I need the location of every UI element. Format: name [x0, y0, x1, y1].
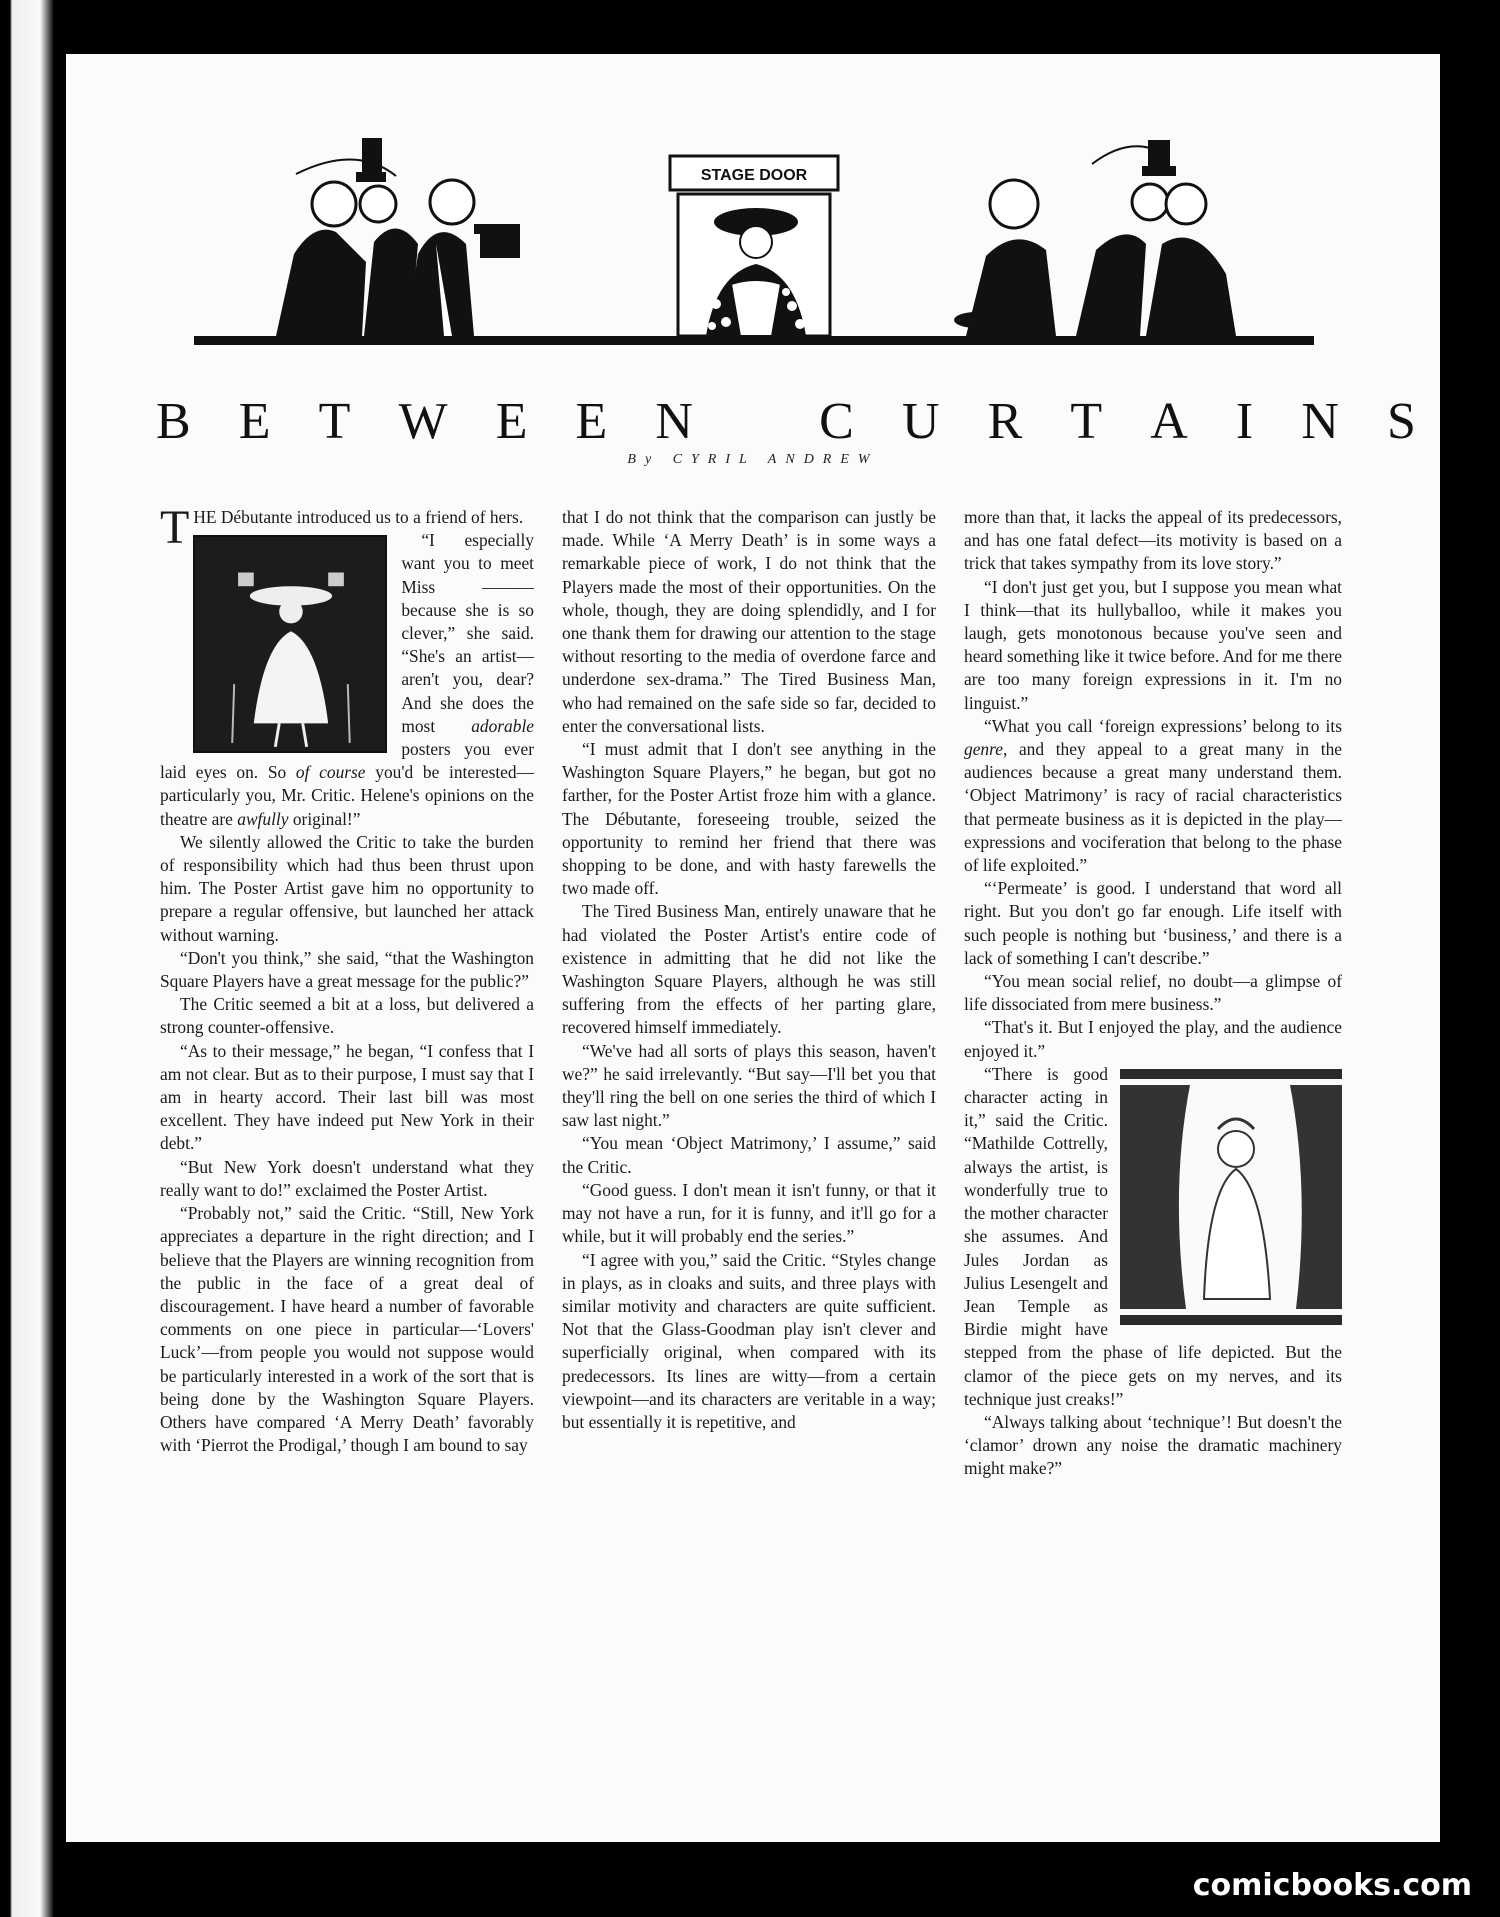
emphasis: awfully: [237, 808, 289, 829]
paragraph: “That's it. But I enjoyed the play, and the audience enjoyed it.”: [964, 1017, 1342, 1061]
stage-curtain-illustration: [1120, 1069, 1342, 1325]
scan-page-edge: [0, 0, 56, 1917]
paragraph: [964, 715, 1342, 877]
magazine-page: [66, 54, 1440, 1842]
paragraph: “As to their message,” he began, “I confess that I am not clear. But as to their purpose, I must say that I am in hearty accord. Their last bill was most excellent. They have indeed put New York in their debt.”: [160, 1040, 534, 1154]
paragraph: The Tired Business Man, entirely unaware that he had violated the Poster Artist's entire code of existence in admitting that he did not like the Washington Square Players, although he was still suffering from the effects of her parting glare, recovered himself immediately.: [562, 901, 936, 1038]
paragraph: “Probably not,” said the Critic. “Still, New York appreciates a departure in the right direction; and I believe that the Players are winning recognition from the public in the face of a great deal of discouragement. I have heard a number of favorable comments on one piece in particular—‘Lovers' Luck’—from people you would not suppose would be particularly interested in a work of the sort that is being done by the Washington Square Players. Others have compared ‘A Merry Death’ favorably with ‘Pierrot the Prodigal,’ though I am bound to say: [160, 1203, 534, 1456]
paragraph: “Good guess. I don't mean it isn't funny, or that it may not have a run, for it is funny, and it'll go for a while, but it will probably end the series.”: [562, 1179, 936, 1247]
paragraph: [964, 1063, 1342, 1411]
paragraph-text: “There is good character acting in it,” said the Critic. “Mathilde Cottrelly, always the artist, is wonderfully true to the mother character she assumes. And Jules Jordan as Julius Lesengelt and Jean Temple as Birdie might have stepped from the phase of life depicted. But the clamor of the piece gets on my nerves, and its technique just creaks!”: [964, 1063, 1342, 1409]
paragraph: [160, 529, 534, 831]
paragraph: “Always talking about ‘technique’! But doesn't the ‘clamor’ drown any noise the dramatic machinery might make?”: [964, 1411, 1342, 1479]
emphasis: adorable: [471, 715, 534, 736]
emphasis: of course: [295, 762, 366, 783]
title-letter: E: [238, 392, 271, 450]
paragraph-text: original!”: [292, 808, 361, 829]
title-letter: T: [1070, 392, 1103, 450]
title-letter: N: [655, 392, 693, 450]
paragraph-text: “What you call ‘foreign expressions’ belong to its: [984, 715, 1342, 736]
drop-cap: T: [160, 501, 190, 554]
title-letter: T: [318, 392, 351, 450]
title-letter: N: [1301, 392, 1339, 450]
paragraph: “But New York doesn't understand what they really want to do!” exclaimed the Poster Artist.: [160, 1156, 534, 1200]
paragraph-text: you'd be interested—particularly you, Mr. Critic. Helene's opinions on the theatre are: [160, 762, 534, 829]
title-letter: C: [819, 392, 854, 450]
paragraph: “I must admit that I don't see anything in the Washington Square Players,” he began, but got no farther, for the Poster Artist froze him with a glance. The Débutante, foreseeing trouble, seized the opportunity to remind her friend that there was shopping to be done, and with hasty farewells the two made off.: [562, 739, 936, 899]
paragraph: “Don't you think,” she said, “that the Washington Square Players have a great message for the public?”: [160, 947, 534, 992]
paragraph: The Critic seemed a bit at a loss, but delivered a strong counter-offensive.: [160, 994, 534, 1038]
paragraph: We silently allowed the Critic to take the burden of responsibility which had thus been thrust upon him. The Poster Artist gave him no opportunity to prepare a regular offensive, but launched her attack without warning.: [160, 831, 534, 945]
paragraph-text: posters you ever laid eyes on. So: [160, 739, 534, 783]
article-column-3: [964, 506, 1342, 1481]
paragraph-text: HE Débutante introduced us to a friend of hers.: [193, 507, 524, 527]
title-letter: W: [398, 392, 448, 450]
title-letter: B: [156, 392, 191, 450]
header-illustration: [66, 54, 1440, 354]
stage-door-scene: [670, 156, 838, 336]
title-letter: E: [495, 392, 528, 450]
paragraph: “I agree with you,” said the Critic. “Styles change in plays, as in cloaks and suits, and three plays with similar motivity and characters are quite sufficient. Not that the Glass-Goodman play isn't clever and superficially original, when compared with its predecessors. Its lines are witty—from a certain viewpoint—and its characters are veritable in a way; but essentially it is repetitive, and: [562, 1249, 936, 1432]
paragraph-text: , and they appeal to a great many in the audiences because a great many understand them. ‘Object Matrimony’ is racy of racial characteristics that permeate business as it is depicted in the play—expressions and vociferation that belong to the phase of life exploited.”: [964, 739, 1342, 876]
title-letter: U: [901, 392, 940, 450]
right-gentlemen-group: [954, 140, 1236, 336]
paragraph: “You mean social relief, no doubt—a glimpse of life dissociated from mere business.”: [964, 971, 1342, 1015]
emphasis: genre: [964, 739, 1003, 760]
title-letter: R: [987, 392, 1023, 450]
paragraph: “You mean ‘Object Matrimony,’ I assume,” said the Critic.: [562, 1133, 936, 1177]
paragraph: “I don't just get you, but I suppose you mean what I think—that its hullyballoo, while it makes you laugh, gets monotonous because you've seen and heard something like it twice before. And for me there are too many foreign expressions in it. I'm no linguist.”: [964, 576, 1342, 713]
title-letter: I: [1235, 392, 1254, 450]
paragraph: [160, 501, 534, 554]
article-column-2: [562, 506, 936, 1434]
byline: By CYRIL ANDREW: [627, 452, 879, 467]
paragraph: “‘Permeate’ is good. I understand that word all right. But you don't go far enough. Life itself with such people is nothing but ‘business,’ and there is a lack of something I can't describe.”: [964, 878, 1342, 968]
paragraph: “We've had all sorts of plays this season, haven't we?” he said irrelevantly. “But say—I'll bet you that they'll ring the bell on one series the third of which I saw last night.”: [562, 1040, 936, 1131]
paragraph: more than that, it lacks the appeal of its predecessors, and has one fatal defect—its motivity is based on a trick that takes sympathy from its love story.”: [964, 507, 1342, 574]
paragraph-text: “I especially want you to meet Miss ——— because she is so clever,” she said. “She's an artist—aren't you, dear? And she does the most: [401, 530, 534, 736]
article-column-1: [160, 501, 534, 1457]
title-letter: A: [1150, 392, 1188, 450]
stage-door-sign-text: STAGE DOOR: [700, 167, 808, 184]
title-letter: E: [575, 392, 608, 450]
poster-artist-illustration: [193, 535, 387, 753]
paragraph: that I do not think that the comparison can justly be made. While ‘A Merry Death’ is in some ways a remarkable piece of work, I do not think that the Players made the most of their opportunities. On the whole, though, they are doing splendidly, and I for one thank them for drawing our attention to the stage without resorting to the media of overdone farce and underdone sex-drama.” The Tired Business Man, who had remained on the safe side so far, decided to enter the conversational lists.: [562, 507, 936, 736]
left-gentlemen-group: [276, 138, 520, 336]
title-letter: S: [1386, 392, 1416, 450]
site-watermark: comicbooks.com: [1192, 1868, 1472, 1903]
